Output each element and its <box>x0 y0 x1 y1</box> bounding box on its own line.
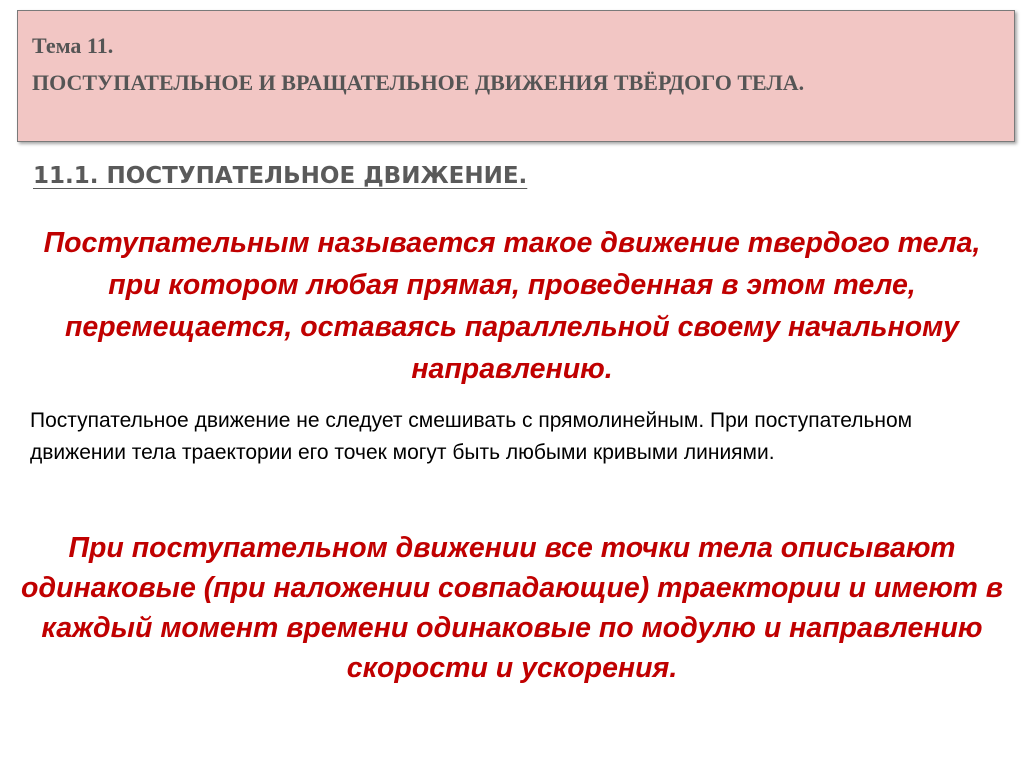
title-box <box>17 10 1015 142</box>
topic-label: Тема 11. <box>32 33 114 58</box>
property-text: При поступательном движении все точки тела описывают одинаковые (при наложении совпадающие) траектории и имеют в каждый момент времени одинаковые по модулю и направлению скорости и ускорения. <box>21 532 1003 684</box>
definition-text: Поступательным называется такое движение твердого тела, при котором любая прямая, проведенная в этом теле, перемещается, оставаясь параллельной своему начальному направлению. <box>43 227 981 385</box>
note-text: Поступательное движение не следует смешивать с прямолинейным. При поступательном движении тела траектории его точек могут быть любыми кривыми линиями. <box>30 409 913 464</box>
slide-title: ПОСТУПАТЕЛЬНОЕ И ВРАЩАТЕЛЬНОЕ ДВИЖЕНИЯ ТВЁРДОГО ТЕЛА. <box>32 70 805 95</box>
section-heading: 11.1. ПОСТУПАТЕЛЬНОЕ ДВИЖЕНИЕ. <box>33 163 528 189</box>
